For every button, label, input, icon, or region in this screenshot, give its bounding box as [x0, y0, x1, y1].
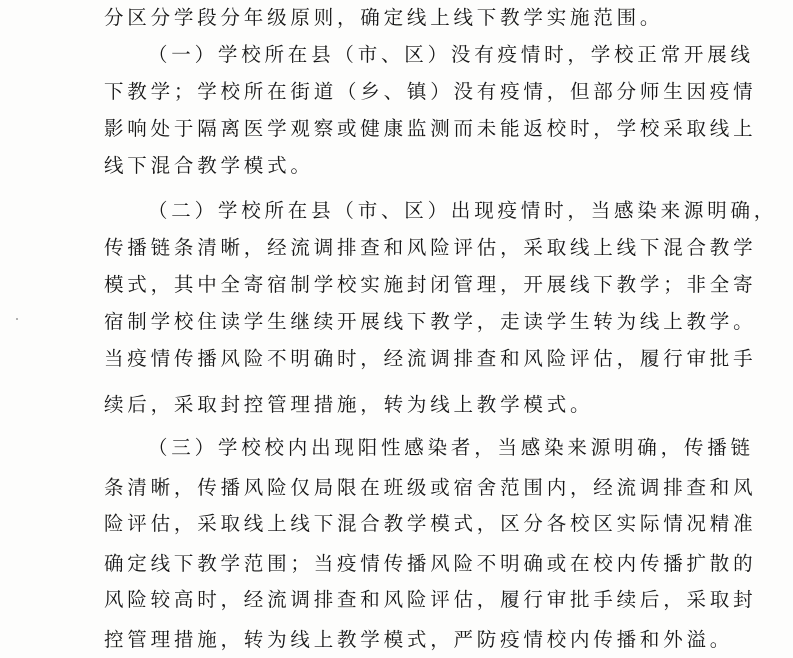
text-line: 确定线下教学范围；当疫情传播风险不明确或在校内传播扩散的	[104, 552, 757, 575]
text-line: 风险较高时，经流调排查和风险评估，履行审批手续后，采取封	[104, 588, 757, 611]
text-line: 线下混合教学模式。	[104, 154, 314, 177]
text-line: 下教学；学校所在街道（乡、镇）没有疫情，但部分师生因疫情	[104, 80, 757, 103]
text-line: 条清晰，传播风险仅局限在班级或宿舍范围内，经流调排查和风	[104, 476, 757, 499]
text-line: 宿制学校住读学生继续开展线下教学，走读学生转为线上教学。	[104, 310, 757, 333]
paragraph-2-start: （二）学校所在县（市、区）出现疫情时，当感染来源明确，	[148, 199, 778, 222]
text-line: 险评估，采取线上线下混合教学模式，区分各校区实际情况精准	[104, 512, 757, 535]
text-line: 控管理措施，转为线上教学模式，严防疫情校内传播和外溢。	[104, 628, 734, 651]
text-line: 当疫情传播风险不明确时，经流调排查和风险评估，履行审批手	[104, 347, 757, 370]
text-line: 传播链条清晰，经流调排查和风险评估，采取线上线下混合教学	[104, 236, 757, 259]
text-line: 影响处于隔离医学观察或健康监测而未能返校时，学校采取线上	[104, 117, 757, 140]
scan-speck	[16, 318, 18, 320]
paragraph-3-start: （三）学校校内出现阳性感染者，当感染来源明确，传播链	[148, 436, 754, 459]
text-line: 模式，其中全寄宿制学校实施封闭管理，开展线下教学；非全寄	[104, 273, 757, 296]
text-line: 分区分学段分年级原则，确定线上线下教学实施范围。	[104, 6, 664, 29]
text-line: 续后，采取封控管理措施，转为线上教学模式。	[104, 393, 594, 416]
paragraph-1-start: （一）学校所在县（市、区）没有疫情时，学校正常开展线	[148, 43, 754, 66]
